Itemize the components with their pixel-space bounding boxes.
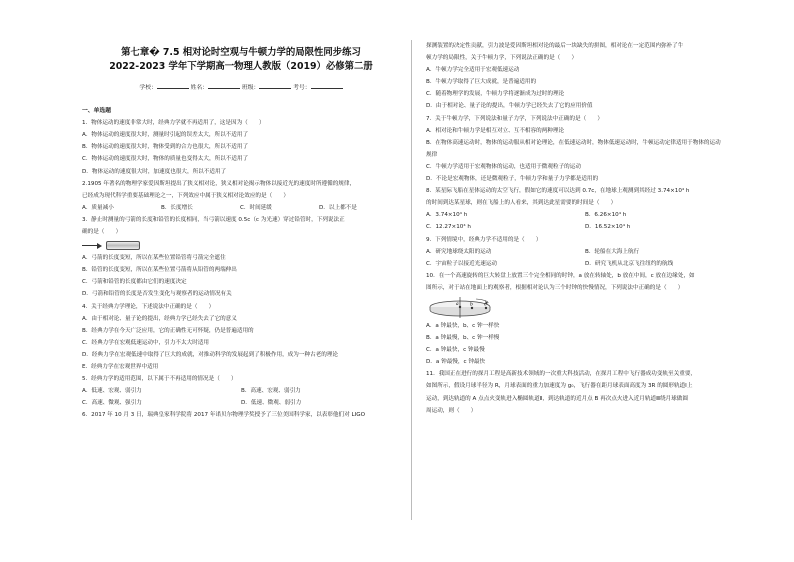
q9-option-a: A．研究地球绕太阳的运动 [426,248,492,255]
q11-stem-line2: 如图所示，假设月球半径为 R，月球表面的重力加速度为 g₀，飞行器在距月球表面高度为 3R 的圆形轨道Ⅰ上 [426,383,693,390]
column-divider [411,40,412,520]
class-blank[interactable] [259,82,291,89]
name-label: 姓名： [190,85,209,91]
worksheet-subtitle: 2022-2023 学年下学期高一物理人教版（2019）必修第二册 [109,61,373,72]
q11-stem-line4: 周运动，则（ ） [426,407,477,414]
q10-option-d: D．a 钟最慢，c 钟最快 [426,359,486,366]
clock-b-label: b [470,302,473,308]
q6-option-d: D．由于相对论、量子论的提出，牛顿力学已经失去了它的应用价值 [426,103,593,110]
q4-option-e: E．经典力学在宏观世界中适用 [82,363,159,370]
q5-stem: 5．经典力学的适用范围，以下属于不再适用的情况是（ ） [82,376,237,383]
q7-option-c: C．牛顿力学适用于宏观物体的运动，也适用于微观粒子的运动 [426,163,581,170]
q8-option-c: C．12.27×10⁴ h [426,224,471,231]
q3-stem-line2: 确的是（ ） [82,229,122,236]
q2-option-a: A．质量减小 [82,204,114,211]
q2-stem-line1: 2.1905 年著名的物理学家爱因斯坦提出了狭义相对论，狭义相对论揭示物体以接近光的速度时所遵循的规律， [82,180,356,187]
q9-option-d: D．研究飞机从北京飞往纽约的航线 [585,260,674,267]
q11-stem-line1: 11．我国正在进行的探月工程是高新技术领域的一次重大科技活动，在探月工程中飞行器成功变轨至关重要， [426,371,697,378]
q8-stem-line2: 的时间到达某星球，则在飞船上的人看来，其到达此星需要的时间是（ ） [426,200,617,207]
q10-option-c: C．a 钟最快，c 钟最慢 [426,347,485,354]
q1-option-b: B．物体运动的速度很大时，物体受到的合力也很大，所以不适用了 [82,144,249,151]
q1-option-c: C．物体运动的速度很大时，物体的质量也变得太大，所以不适用了 [82,156,249,163]
q6-stem-start: 6．2017 年 10 月 3 日，瑞典皇家科学院将 2017 年诺贝尔物理学奖授予了三位美国科学家，以表彰他们对 LIGO [82,412,365,419]
q5-option-a: A．低速、宏观、弱引力 [82,388,142,395]
q5-option-b: B．高速、宏观、弱引力 [241,388,301,395]
rotating-disk-drawing [426,294,506,320]
q9-options-row2 [426,258,771,270]
q4-option-a: A．由于相对论、量子论的提出，经典力学已经失去了它的意义 [82,315,237,322]
arrow-and-tube-figure [82,238,400,252]
q9-option-b: B．轮船在大海上航行 [585,248,640,255]
q10-option-a: A．a 钟最快，b、c 钟一样快 [426,322,500,329]
q3-option-d: D．弓箭和铅管的长度是否发生变化与观察者的运动情况有关 [82,291,232,298]
q4-option-d: D．经典力学在宏观低速中取得了巨大的成就，对推动科学的发展起到了积极作用，成为一种古老的理论 [82,351,339,358]
q5-options-row1 [82,385,400,397]
q11-stem-line3: 运动，到达轨道的 A 点点火变轨进入椭圆轨道Ⅱ，到达轨道的近月点 B 再次点火进入近月轨道Ⅲ绕月球做圆 [426,395,688,402]
q3-stem-line1: 3．静止时测量的弓箭的长度和铅管的长度相同，当弓箭以速度 0.5c（c 为光速）穿过铅管时，下列说法正 [82,216,345,223]
q3-option-b: B．铅管的长度变短，所以在某些位置弓箭将从铅管的两端伸出 [82,267,237,274]
clock-a-label: a [456,301,459,307]
id-blank[interactable] [311,82,343,89]
rotating-disk-figure [426,294,771,320]
name-blank[interactable] [208,82,240,89]
q8-option-a: A．3.74×10⁴ h [426,212,468,219]
q4-option-c: C．经典力学在宏观低速运动中，引力不太大时适用 [82,339,209,346]
section-heading: 一、单选题 [82,108,111,115]
q6-option-b: B．牛顿力学取得了巨大成就，是普遍适用的 [426,79,537,86]
school-label: 学校： [139,85,157,91]
arrow-head-icon [97,243,102,249]
q2-stem-line2: 已经成为现代科学重要基础理论之一，下列效应中属于狭义相对论效应的是（ ） [82,192,289,199]
q7-option-b: B．在物体高速运动时，物体的运动服从相对论理论，在低速运动时，物体低速运动时，牛顿运动定律适用于物体的运动 [426,139,721,146]
q7-option-a: A．相对论和牛顿力学是相互对立、互不相容的两种理论 [426,127,565,134]
q8-options-row2 [426,221,771,233]
arrow-shaft [82,245,98,246]
q2-option-d: D．以上都不是 [319,204,357,211]
q10-stem-line2: 图所示，对于站在地面上的观察者，根据相对论认为三个时钟的快慢情况，下列说法中正确的是（ ） [426,284,684,291]
q6-stem-line2: 探测装置的决定性贡献，引力波是爱因斯坦相对论的最后一块缺失的拼图，相对论在一定范围内弥补了牛 [426,43,684,49]
right-column [426,40,771,417]
q7-stem: 7．关于牛顿力学，下列说法和量子力学，下列说法中正确的是（ ） [426,115,603,122]
q1-option-a: A．物体运动的速度很大时，测量时引起的误差太大，所以不适用了 [82,132,249,139]
q8-stem-line1: 8．某星际飞船在星体运动的太空飞行，假如它的速度可以达到 0.7c，在地球上观测到其经过 3.74×10⁴ h [426,188,690,195]
q8-option-d: D．16.52×10⁴ h [585,224,631,231]
q4-stem: 4．关于经典力学理论，下述说法中正确的是（ ） [82,303,215,310]
id-label: 考号： [293,85,311,91]
clock-a-dot [459,306,461,308]
clock-c-label: c [484,302,487,308]
q7-option-b-cont: 规律 [426,151,438,158]
q6-option-a: A．牛顿力学完全适用于宏观低速运动 [426,67,520,74]
left-column [82,46,400,421]
q9-option-c: C．宇宙粒子以接近光速运动 [426,260,498,267]
q2-option-c: C．时间延缓 [240,204,272,211]
q10-stem-line1: 10．在一个高速旋转的巨大转盘上放置三个完全相同的时钟，a 放在转轴处，b 放在中间，c 放在边缘处，如 [426,272,695,279]
q2-options [82,202,400,214]
class-label: 班级： [241,85,260,91]
q8-option-b: B．6.26×10⁴ h [585,212,627,219]
q7-option-d: D．不论是宏观物体，还是微观粒子，牛顿力学和量子力学都是适用的 [426,176,599,183]
lead-tube-figure [106,241,140,250]
q5-option-d: D．低速、微观、弱引力 [241,400,302,407]
q3-option-a: A．弓箭的长度变短，所以在某些位置铅管将弓箭完全遮住 [82,255,226,262]
q8-options-row1 [426,209,771,221]
q6-option-c: C．随着物理学的发展，牛顿力学将逐渐成为过时的理论 [426,91,565,98]
worksheet-title: 第七章� 7.5 相对论时空观与牛顿力学的局限性同步练习 [121,47,361,58]
school-blank[interactable] [157,82,189,89]
q10-option-b: B．a 钟最慢，b、c 钟一样慢 [426,335,500,342]
q6-stem-line3: 顿力学的局限性，关于牛顿力学，下列说法正确的是（ ） [426,55,578,62]
q4-option-b: B．经典力学在今天广泛应用，它的正确性无可怀疑，仍是普遍适用的 [82,327,254,334]
q2-option-b: B．长度增长 [161,204,193,211]
q9-stem: 9．下列情境中，经典力学不适用的是（ ） [426,236,542,243]
q3-option-c: C．弓箭和铅管的长度都由它们的速度决定 [82,279,187,286]
q1-option-d: D．物体运动的速度很大时，加速度也很大，所以不适用了 [82,168,227,175]
q5-option-c: C．高速、微观、强引力 [82,400,142,407]
q9-options-row1 [426,246,771,258]
student-info-line [82,82,400,94]
q1-stem: 1．物体运动的速度非常大时，经典力学就不再适用了，这是因为（ ） [82,120,265,127]
q5-options-row2 [82,397,400,409]
